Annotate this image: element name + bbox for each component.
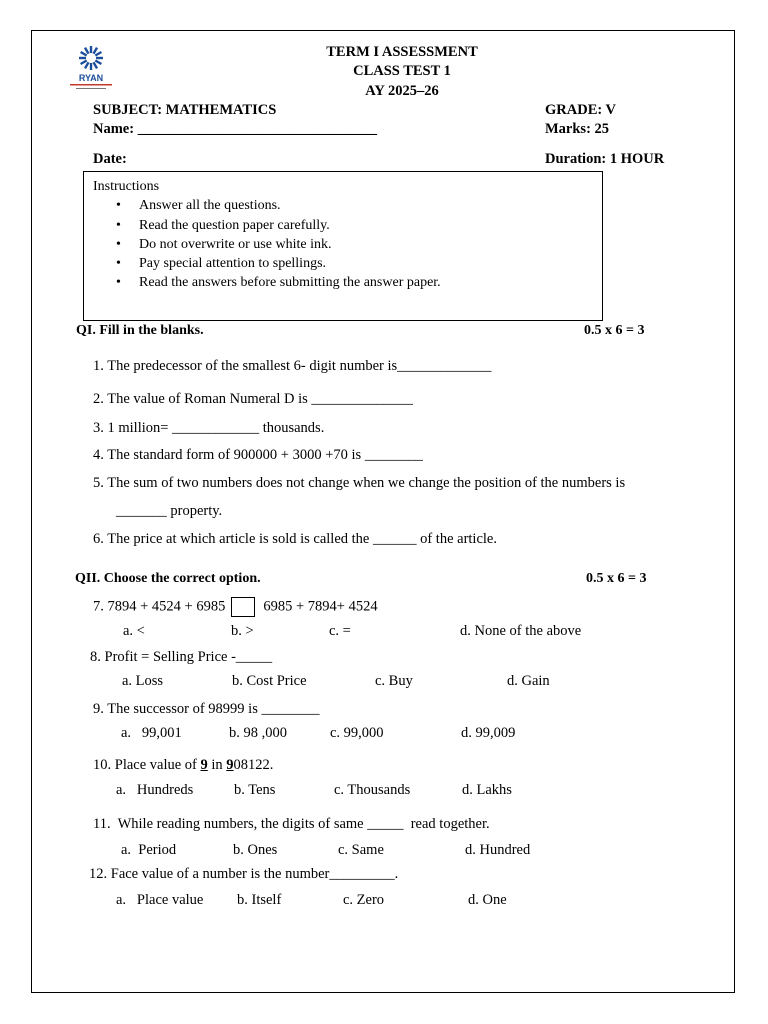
option: b. > bbox=[231, 623, 254, 639]
option: c. Same bbox=[338, 842, 384, 858]
question-5: 5. The sum of two numbers does not change when we change the position of the numbers is bbox=[93, 475, 626, 491]
option: c. Zero bbox=[343, 892, 385, 908]
bullet-icon: • bbox=[116, 198, 121, 213]
option: c. Thousands bbox=[334, 782, 411, 798]
school-logo bbox=[68, 44, 114, 94]
instruction-item: Answer all the questions. bbox=[139, 198, 281, 213]
option: d. Gain bbox=[507, 673, 550, 689]
q10-pre: 10. Place value of bbox=[93, 757, 201, 773]
q7-right: 6985 + 7894+ 4524 bbox=[263, 598, 378, 615]
option: a. Place value bbox=[116, 892, 204, 908]
option: c. = bbox=[329, 623, 351, 639]
question-8: 8. Profit = Selling Price -_____ bbox=[90, 649, 273, 665]
q10-digit-in-number: 9 bbox=[226, 757, 234, 773]
question-12: 12. Face value of a number is the number_________. bbox=[89, 866, 399, 882]
section1-title: QI. Fill in the blanks. bbox=[76, 323, 204, 338]
option: b. Tens bbox=[234, 782, 276, 798]
question-7 bbox=[93, 597, 378, 617]
bullet-icon: • bbox=[116, 275, 121, 290]
question-9: 9. The successor of 98999 is ________ bbox=[93, 701, 320, 717]
comparison-answer-box[interactable] bbox=[231, 597, 255, 617]
name-line: _________________________________ bbox=[137, 121, 377, 137]
option: a. 99,001 bbox=[121, 725, 182, 741]
exam-title: TERM I ASSESSMENT bbox=[326, 44, 478, 60]
q7-left: 7. 7894 + 4524 + 6985 bbox=[93, 598, 226, 615]
option: b. Ones bbox=[233, 842, 278, 858]
date-label: Date: bbox=[93, 151, 127, 167]
duration-label: Duration: 1 HOUR bbox=[545, 151, 665, 167]
option: a. Loss bbox=[122, 673, 164, 689]
q10-digit: 9 bbox=[200, 757, 208, 773]
option: a. < bbox=[123, 623, 145, 639]
option: b. 98 ,000 bbox=[229, 725, 287, 741]
question-3: 3. 1 million= ____________ thousands. bbox=[93, 420, 325, 436]
option: d. One bbox=[468, 892, 507, 908]
option: d. 99,009 bbox=[461, 725, 516, 741]
instruction-item: Pay special attention to spellings. bbox=[139, 256, 327, 271]
section2-title: QII. Choose the correct option. bbox=[75, 571, 261, 586]
bullet-icon: • bbox=[116, 218, 121, 233]
option: d. None of the above bbox=[460, 623, 582, 639]
subject-label: SUBJECT: MATHEMATICS bbox=[93, 102, 277, 118]
question-10 bbox=[93, 756, 273, 774]
svg-text:RYAN: RYAN bbox=[78, 73, 104, 83]
question-2: 2. The value of Roman Numeral D is ______________ bbox=[93, 391, 413, 407]
option: c. Buy bbox=[375, 673, 413, 689]
class-test-title: CLASS TEST 1 bbox=[353, 63, 451, 79]
section2-marks: 0.5 x 6 = 3 bbox=[586, 571, 647, 586]
grade-label: GRADE: V bbox=[545, 102, 617, 118]
option: d. Hundred bbox=[465, 842, 531, 858]
question-4: 4. The standard form of 900000 + 3000 +70 is ________ bbox=[93, 447, 423, 463]
name-field[interactable] bbox=[93, 120, 377, 138]
option: c. 99,000 bbox=[330, 725, 384, 741]
option: b. Itself bbox=[237, 892, 282, 908]
question-11: 11. While reading numbers, the digits of same _____ read together. bbox=[93, 816, 490, 832]
bullet-icon: • bbox=[116, 237, 121, 252]
instruction-item: Read the question paper carefully. bbox=[139, 218, 330, 233]
section1-marks: 0.5 x 6 = 3 bbox=[584, 323, 645, 338]
option: a. Period bbox=[121, 842, 177, 858]
q10-mid: in bbox=[207, 757, 227, 773]
question-5-cont: _______ property. bbox=[116, 503, 223, 519]
option: d. Lakhs bbox=[462, 782, 512, 798]
option: a. Hundreds bbox=[116, 782, 194, 798]
q10-post: 08122. bbox=[233, 757, 274, 773]
marks-label: Marks: 25 bbox=[545, 121, 610, 137]
instruction-item: Read the answers before submitting the answer paper. bbox=[139, 275, 441, 290]
bullet-icon: • bbox=[116, 256, 121, 271]
instruction-item: Do not overwrite or use white ink. bbox=[139, 237, 332, 252]
question-1: 1. The predecessor of the smallest 6- digit number is_____________ bbox=[93, 358, 492, 374]
academic-year: AY 2025–26 bbox=[365, 83, 439, 99]
name-label: Name: bbox=[93, 121, 138, 137]
question-6: 6. The price at which article is sold is called the ______ of the article. bbox=[93, 531, 497, 547]
instructions-title: Instructions bbox=[93, 179, 160, 194]
option: b. Cost Price bbox=[232, 673, 307, 689]
